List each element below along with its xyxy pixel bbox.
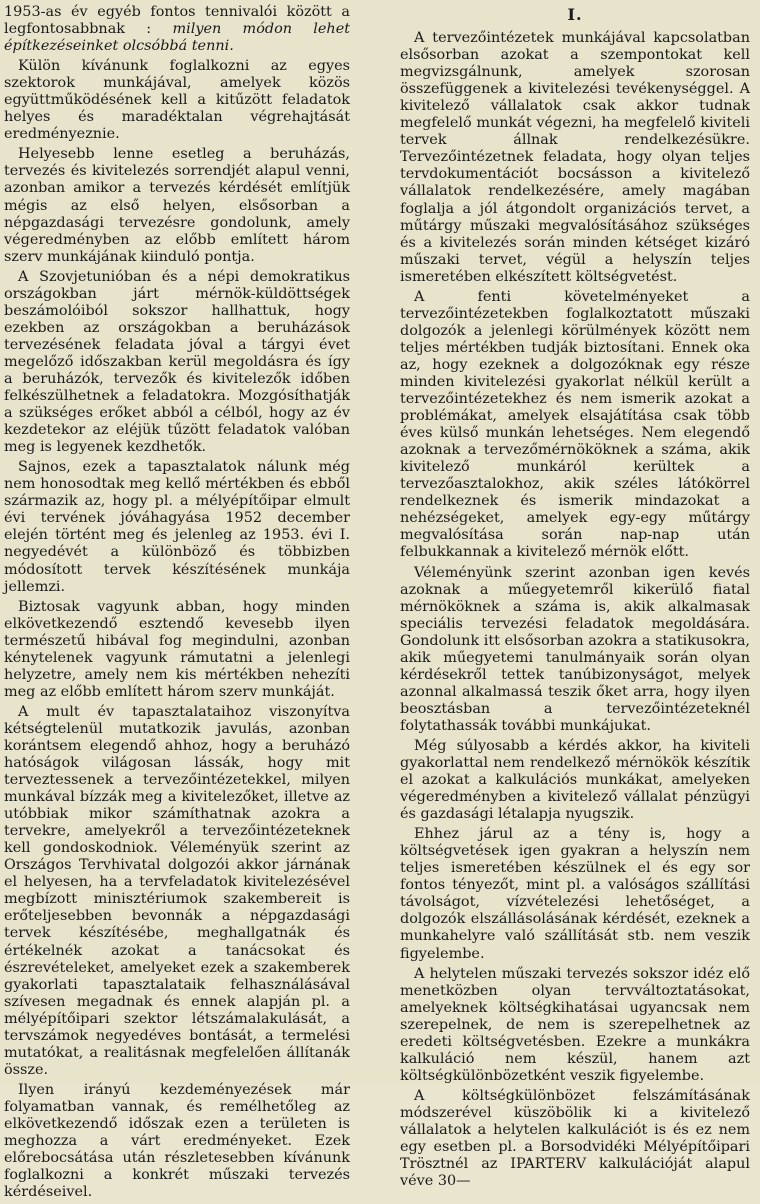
body-paragraph: Még súlyosabb a kérdés akkor, ha kiviteli gyakorlattal nem rendelkező mérnökök készítik el azokat a kalkulációs munkákat, amelyeken végeredményben a kivitelező vállalat pénzügyi és gazdasági létalapja nyugszik. [400,737,750,823]
body-paragraph: A tervezőintézetek munkájával kapcsolatban elsősorban azokat a szempontokat kell megvizsgálnunk, amelyek szorosan összefüggenek a kivitelezési tevékenységgel. A kivitelező vállalatok csak akkor tudnak megfelelő munkát végezni, ha megfelelő kiviteli tervek állnak rendelkezésükre. Tervezőintézetnek feladata, hogy olyan teljes tervdokumentációt bocsásson a kivitelező vállalatok rendelkezésére, amely magában foglalja a jól átgondolt organizációs tervet, a műtárgy műszaki megvalósításához szükséges és a kivitelezés során minden kétséget kizáró műszaki tervet, végül a helyszín teljes ismeretében elkészített költségvetést. [400,30,750,285]
body-paragraph: Biztosak vagyunk abban, hogy minden elkövetkezendő esztendő kevesebb ilyen természetű hibával fog megindulni, azonban kénytelenek vagyunk rámutatni a jelenlegi helyzetre, amely nem kis mértékben nehezíti meg az előbb említett három szerv munkáját. [4,598,350,700]
right-column [400,4,750,1193]
intro-paragraph [4,4,350,55]
body-paragraph: A fenti követelményeket a tervezőintézetekben foglalkoztatott műszaki dolgozók a jelenlegi körülmények között nem teljes mértékben tudják biztosítani. Ennek oka az, hogy ezeknek a dolgozóknak egy része minden kivitelezési gyakorlat nélkül került a tervezőintézetekhez és nem ismerik azokat a problémákat, amelyek elsajátítása csak több éves külső munkán lehetséges. Nem elegendő azoknak a tervezőmérnököknek a száma, akik kivitelező munkáról kerültek a tervezőasztalokhoz, akik széles látókörrel rendelkeznek és ismerik mindazokat a nehézségeket, amelyek egy-egy műtárgy megvalósítása során nap-nap után felbukkannak a kivitelező mérnök előtt. [400,288,750,561]
body-paragraph: Ilyen irányú kezdeményezések már folyamatban vannak, és remélhetőleg az elkövetkezendő időszak ezen a területen is meghozza a várt eredményeket. Ezek előrebocsátása után részletesebben kívánunk foglalkozni a konkrét műszaki tervezés kérdéseivel. [4,1081,350,1201]
body-paragraph: Sajnos, ezek a tapasztalatok nálunk még nem honosodtak meg kellő mértékben és ebből származik az, hogy pl. a mélyépítőipar elmult évi tervének jóváhagyása 1952 december elején történt meg és jelenleg az 1953. évi I. negyedévét a különböző és többizben módosított tervek készítésének munkája jellemzi. [4,459,350,595]
section-heading: I. [567,5,583,24]
body-paragraph: A helytelen műszaki tervezés sokszor idéz elő menetközben olyan tervváltoztatásokat, amelyeknek költségkihatásai ugyancsak nem szerepelnek, de nem is szerepelhetnek az eredeti költségvetésben. Ezekre a munkákra kalkuláció nem készül, hanem azt költségkülönbözetként veszik figyelembe. [400,965,750,1084]
body-paragraph: Véleményünk szerint azonban igen kevés azoknak a műegyetemről kikerülő fiatal mérnököknek a száma is, akik alkalmasak speciális tervezési feladatok megoldására. Gondolunk itt elsősorban azokra a statikusokra, akik műegyetemi tanulmányaik során olyan kérdésekről tettek tanúbizonyságot, melyek azonnal alkalmassá teszik őket arra, hogy ilyen beosztásban a tervezőintézeteknél folytathassák további munkájukat. [400,564,750,734]
body-paragraph: A Szovjetunióban és a népi demokratikus országokban járt mérnök-küldöttségek beszámolóiból sokszor hallhattuk, hogy ezekben az országokban a beruházások tervezésének feladata jóval a tárgyi évet megelőző időszakban kerül megoldásra és így a beruházók, tervezők és kivitelezők időben felkészülhetnek a feladatokra. Mozgósíthatják a szükséges erőket abból a célból, hogy az év kezdetekor az eléjük tűzött feladatok valóban meg is legyenek kezdhetők. [4,268,350,456]
left-column [4,4,350,1204]
intro-text: 1953-as év egyéb fontos tennivalói között a legfontosabbnak : [4,4,350,38]
body-paragraph: A mult év tapasztalataihoz viszonyítva kétségtelenül mutatkozik javulás, azonban korántsem elegendő ahhoz, hogy a beruházó hatóságok világosan lássák, hogy mit terveztessenek a tervezőintézetekkel, milyen munkával bízzák meg a kivitelezőket, illetve az utóbbiak mikor számíthatnak azokra a tervekre, amelyekről a tervezőintézeteknek kell gondoskodniok. Véleményük szerint az Országos Tervhivatal dolgozói akkor járnának el helyesen, ha a tervfeladatok kivitelezésével megbízott minisztériumok szakembereit is erőteljesebben bevonnák a népgazdasági tervek készítésébe, meghallgatnák és értékelnék azokat a tanácsokat és észrevételeket, amelyeket ezek a szakemberek gyakorlati tapasztalataik felhasználásával szívesen megadnak és ennek alapján pl. a mélyépítőipari szektor létszámalakulását, a tervszámok negyedéves bontását, a termelési mutatókat, a realitásnak megfelelően állítanák össze. [4,703,350,1078]
body-paragraph: Helyesebb lenne esetleg a beruházás, tervezés és kivitelezés sorrendjét alapul venni, azonban amikor a tervezés kérdését említjük mégis az első helyen, elsősorban a népgazdasági tervezésre gondolunk, amely végeredményben az előbb említett három szerv munkájának kiinduló pontja. [4,146,350,265]
body-paragraph: Ehhez járul az a tény is, hogy a költségvetések igen gyakran a helyszín nem teljes ismeretében készülnek el és egy sor fontos tényezőt, mint pl. a valóságos szállítási távolságot, vízvételezési lehetőséget, a dolgozók elszállásolásának kérdését, ezeknek a munkahelyre való szállítását stb. nem veszik figyelembe. [400,826,750,962]
body-paragraph: Külön kívánunk foglalkozni az egyes szektorok munkájával, amelyek közös együttműködésének kell a kitűzött feladatok helyes és maradéktalan végrehajtását eredményeznie. [4,58,350,143]
body-paragraph: A költségkülönbözet felszámításának módszerével küszöbölik ki a kivitelező vállalatok a helytelen kalkulációt is és ez nem egy esetben pl. a Borsodvidéki Mélyépítőipari Trösztnél az IPARTERV kalkulációját alapul véve 30— [400,1087,750,1190]
intro-emphasis: milyen módon lehet építkezéseinket olcsóbbá tenni. [4,21,350,55]
